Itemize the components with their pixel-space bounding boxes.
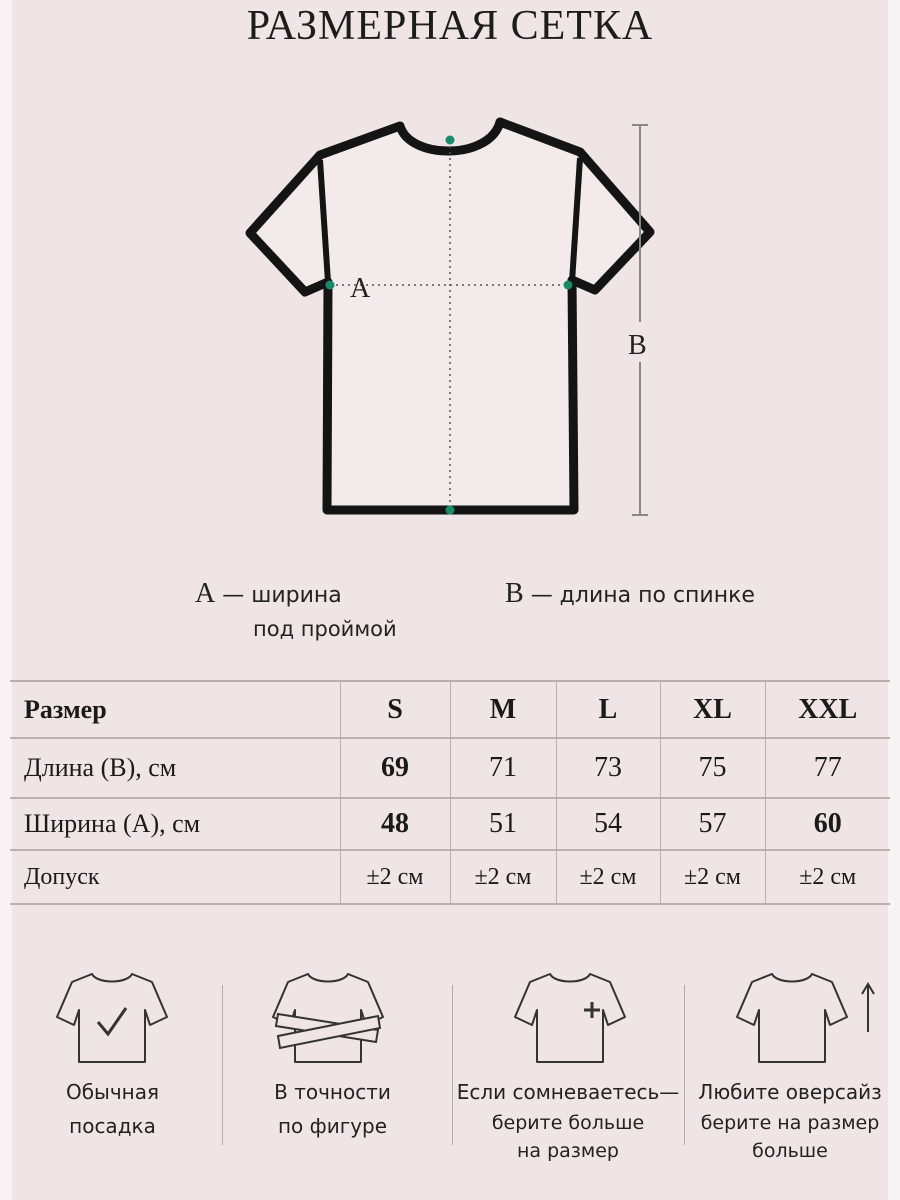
divider [222,985,223,1145]
cell: 69 [340,738,450,798]
header-cell: L [556,681,660,738]
cell: 75 [660,738,765,798]
page-title: РАЗМЕРНАЯ СЕТКА [246,3,654,49]
marker-dot [326,281,335,290]
row-label: Допуск [10,850,340,904]
row-label: Ширина (A), см [10,798,340,850]
label-a: A [350,273,371,304]
header-cell: Размер [10,681,340,738]
tshirt-check-icon [57,974,167,1062]
cell: ±2 см [450,850,556,904]
header-cell: XXL [765,681,890,738]
cell: ±2 см [556,850,660,904]
header-cell: XL [660,681,765,738]
cell: ±2 см [340,850,450,904]
cell: 57 [660,798,765,850]
row-label: Длина (B), см [10,738,340,798]
cell: 73 [556,738,660,798]
tip-if-unsure: Если сомневаетесь— берите больше на размер [456,1080,680,1162]
legend-a: A — ширина [195,578,342,609]
legend-a-sub: под проймой [253,617,397,641]
fit-icons [0,960,900,1070]
legend-b: B — длина по спинке [505,578,755,609]
tip-oversize: Любите оверсайз берите на размер больше [698,1080,882,1162]
table-row [10,850,890,904]
marker-dot [446,506,455,515]
marker-dot [564,281,573,290]
header-cell: M [450,681,556,738]
tip-fitted: В точности по фигуре [274,1080,391,1138]
cell: 51 [450,798,556,850]
tshirt-arrow-up-icon [737,974,874,1062]
table-row [10,738,890,798]
tshirt-plus-icon [515,974,625,1062]
label-b: B [628,330,647,361]
cell: 48 [340,798,450,850]
table-header-row [10,681,890,738]
cell: 54 [556,798,660,850]
marker-dot [446,136,455,145]
cell: ±2 см [765,850,890,904]
cell: 60 [765,798,890,850]
table-row [10,798,890,850]
header-cell: S [340,681,450,738]
divider [684,985,685,1145]
size-table [10,680,890,905]
tip-regular-fit: Обычная посадка [65,1080,160,1138]
cell: 71 [450,738,556,798]
cell: 77 [765,738,890,798]
cell: ±2 см [660,850,765,904]
tshirt-measurement-diagram [0,0,900,560]
tshirt-measuring-tape-icon [273,974,383,1062]
